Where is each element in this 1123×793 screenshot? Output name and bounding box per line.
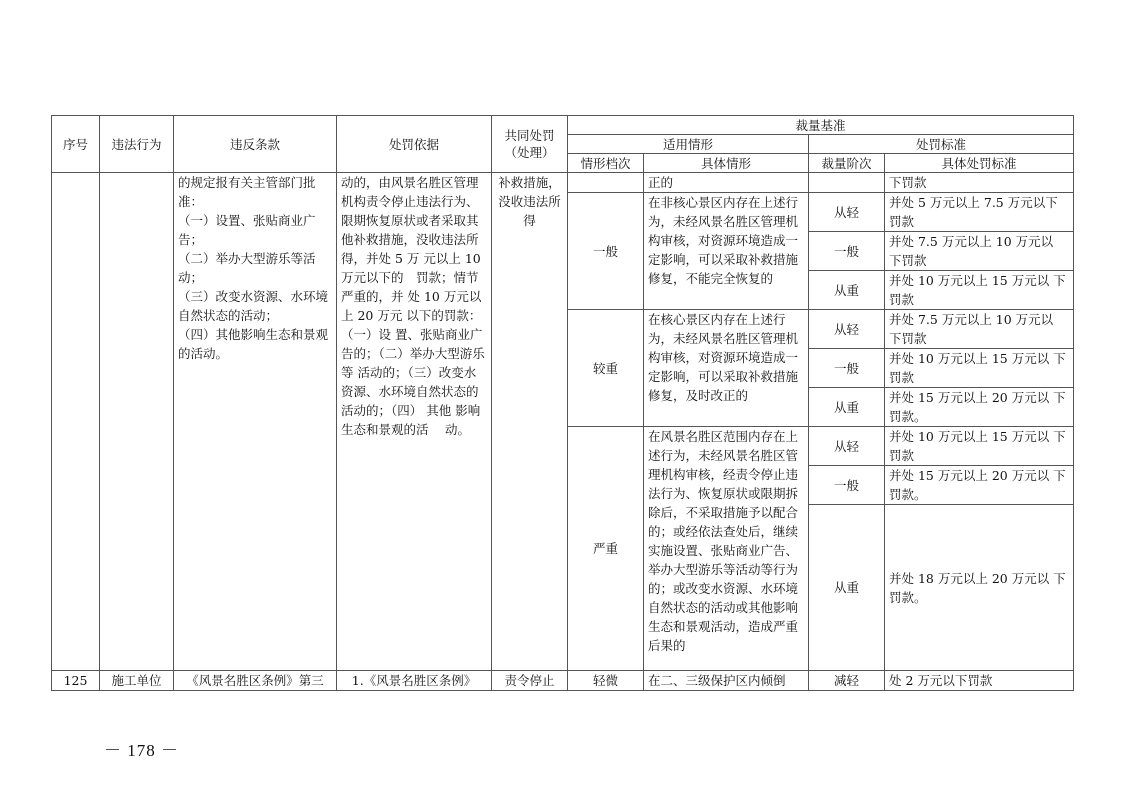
- page-number: － 178 －: [104, 741, 179, 760]
- header-penalty: 具体处罚标准: [885, 154, 1074, 173]
- penalty-text: 并处 10 万元以上 15 万元以 下罚款: [885, 271, 1074, 310]
- header-level: 情形档次: [568, 154, 644, 173]
- header-seq: 序号: [52, 116, 100, 173]
- row125-penalty: 处 2 万元以下罚款: [885, 671, 1074, 691]
- tier-cell: 从轻: [809, 310, 885, 349]
- tier-cell: 从重: [809, 388, 885, 427]
- tier-cell: 一般: [809, 349, 885, 388]
- top-level-cell: [568, 173, 644, 193]
- detail-text: 在核心景区内存在上述行为，未经风景名胜区管理机构审核，对资源环境造成一定影响，可以采取补救措施修复，及时改正的: [644, 310, 809, 427]
- header-clause: 违反条款: [174, 116, 337, 173]
- detail-text: 在非核心景区内存在上述行为，未经风景名胜区管理机构审核，对资源环境造成一定影响，可以采取补救措施修复，不能完全恢复的: [644, 193, 809, 310]
- penalty-text: 并处 18 万元以上 20 万元以 下罚款。: [885, 505, 1074, 671]
- header-applicable: 适用情形: [568, 135, 809, 154]
- top-detail-text: 正的: [644, 173, 809, 193]
- penalty-text: 并处 15 万元以上 20 万元以 下罚款。: [885, 466, 1074, 505]
- row125-detail: 在二、三级保护区内倾倒: [644, 671, 809, 691]
- detail-text: 在风景名胜区范围内存在上述行为，未经风景名胜区管理机构审核，经责令停止违法行为、恢复原状或限期拆除后，不采取措施予以配合的；或经依法查处后，继续实施设置、张贴商业广告、举办大型游乐等活动等行为的；或改变水资源、水环境自然状态的活动或其他影响生态和景观活动，造成严重后果的: [644, 427, 809, 671]
- penalty-discretion-table: [51, 115, 1074, 691]
- row125-clause: 《风景名胜区条例》第三: [174, 671, 337, 691]
- header-standard: 处罚标准: [809, 135, 1074, 154]
- header-basis: 处罚依据: [337, 116, 492, 173]
- row125-level: 轻微: [568, 671, 644, 691]
- header-violation: 违法行为: [100, 116, 174, 173]
- top-tier-cell: [809, 173, 885, 193]
- row125-basis: 1.《风景名胜区条例》: [337, 671, 492, 691]
- row125-violation: 施工单位: [100, 671, 174, 691]
- header-tier: 裁量阶次: [809, 154, 885, 173]
- penalty-text: 并处 10 万元以上 15 万元以 下罚款: [885, 349, 1074, 388]
- penalty-text: 并处 7.5 万元以上 10 万元以 下罚款: [885, 310, 1074, 349]
- penalty-text: 并处 10 万元以上 15 万元以 下罚款: [885, 427, 1074, 466]
- row125-seq: 125: [52, 671, 100, 691]
- level-cell: 较重: [568, 310, 644, 427]
- prev-violation-cell: [100, 173, 174, 671]
- tier-cell: 从重: [809, 271, 885, 310]
- prev-basis-text: 动的，由风景名胜区管理机构责令停止违法行为、限期恢复原状或者采取其他补救措施，没收违法所得，并处 5 万 元以上 10 万元以下的 罚款；情节严重的，并 处 10 万元以上 20 万元 以下的罚款：（一）设 置、张贴商业广告的；（二）举办大型游乐等 活动的；（三）改变水 资源、水环境自然状态的活动的；（四） 其他 影响生态和景观的活 动。: [337, 173, 492, 671]
- prev-joint-text: 补救措施，没收违法所得: [492, 173, 568, 671]
- penalty-text: 并处 7.5 万元以上 10 万元以 下罚款: [885, 232, 1074, 271]
- tier-cell: 一般: [809, 466, 885, 505]
- level-cell: 一般: [568, 193, 644, 310]
- tier-cell: 从轻: [809, 193, 885, 232]
- prev-seq-cell: [52, 173, 100, 671]
- tier-cell: 从重: [809, 505, 885, 671]
- penalty-text: 并处 15 万元以上 20 万元以 下罚款。: [885, 388, 1074, 427]
- row125-joint: 责令停止: [492, 671, 568, 691]
- tier-cell: 一般: [809, 232, 885, 271]
- top-penalty-text: 下罚款: [885, 173, 1074, 193]
- penalty-text: 并处 5 万元以上 7.5 万元以下 罚款: [885, 193, 1074, 232]
- tier-cell: 从轻: [809, 427, 885, 466]
- header-joint: 共同处罚 （处理）: [492, 116, 568, 173]
- prev-clause-text: 的规定报有关主管部门批准： （一）设置、张贴商业广 告； （二）举办大型游乐等活动； （三）改变水资源、水环境自然状态的活动； （四）其他影响生态和景观的活动。: [174, 173, 337, 671]
- header-discretion: 裁量基准: [568, 116, 1074, 135]
- row125-tier: 减轻: [809, 671, 885, 691]
- header-detail: 具体情形: [644, 154, 809, 173]
- level-cell: 严重: [568, 427, 644, 671]
